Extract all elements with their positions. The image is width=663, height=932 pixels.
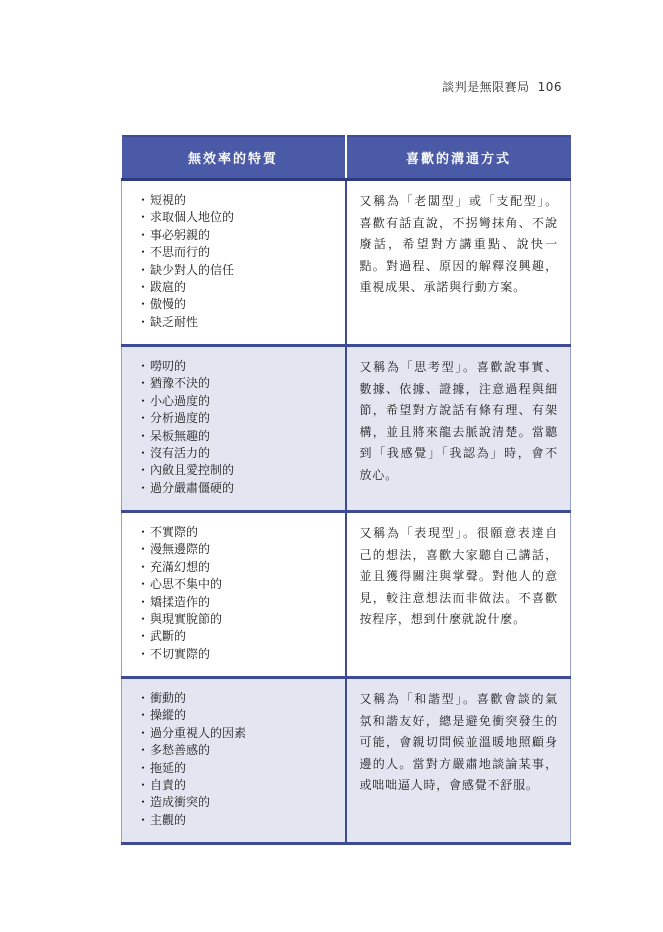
bullet: ・ xyxy=(137,612,150,627)
bullet: ・ xyxy=(137,691,150,705)
list-item xyxy=(137,393,345,410)
running-header xyxy=(442,78,562,95)
trait-text: 武斷的 xyxy=(150,629,187,644)
list-item xyxy=(137,375,345,392)
bullet: ・ xyxy=(137,210,150,225)
trait-text: 事必躬親的 xyxy=(150,227,211,242)
bullet: ・ xyxy=(137,463,150,478)
bullet: ・ xyxy=(137,778,150,793)
list-item xyxy=(137,742,345,759)
trait-text: 過分嚴肅僵硬的 xyxy=(150,480,235,495)
list-item xyxy=(137,428,345,445)
traits-cell xyxy=(122,180,346,346)
list-item xyxy=(137,192,345,209)
trait-text: 小心過度的 xyxy=(150,393,211,408)
bullet: ・ xyxy=(137,262,150,277)
trait-text: 多愁善感的 xyxy=(150,743,211,758)
list-item xyxy=(137,777,345,794)
column-header-communication: 喜歡的溝通方式 xyxy=(346,136,571,180)
list-item xyxy=(137,462,345,479)
trait-text: 不切實際的 xyxy=(150,646,211,661)
traits-list xyxy=(122,181,345,331)
description-text: 又稱為「思考型」。喜歡說事實、數據、依據、證據，注意過程與細節，希望對方說話有條有理、有架構，並且將來龍去脈說清楚。當聽到「我感覺」「我認為」時，會不放心。 xyxy=(359,360,558,482)
bullet: ・ xyxy=(137,411,150,426)
trait-text: 猶豫不決的 xyxy=(150,376,211,391)
bullet: ・ xyxy=(137,594,150,609)
trait-text: 不思而行的 xyxy=(150,245,211,260)
trait-text: 充滿幻想的 xyxy=(150,559,211,574)
description-cell xyxy=(346,346,571,512)
bullet: ・ xyxy=(137,297,150,312)
list-item xyxy=(137,594,345,611)
bullet: ・ xyxy=(137,812,150,827)
trait-text: 缺乏耐性 xyxy=(150,314,199,329)
list-item xyxy=(137,445,345,462)
list-item xyxy=(137,480,345,497)
trait-text: 嘮叨的 xyxy=(150,359,187,373)
description-cell xyxy=(346,180,571,346)
trait-text: 自責的 xyxy=(150,778,187,793)
bullet: ・ xyxy=(137,393,150,408)
traits-list xyxy=(122,679,345,829)
trait-text: 跋扈的 xyxy=(150,280,187,295)
bullet: ・ xyxy=(137,280,150,295)
list-item xyxy=(137,244,345,261)
bullet: ・ xyxy=(137,646,150,661)
trait-text: 過分重視人的因素 xyxy=(150,725,247,740)
list-item xyxy=(137,410,345,427)
bullet: ・ xyxy=(137,245,150,260)
trait-text: 內斂且愛控制的 xyxy=(150,463,235,478)
list-item xyxy=(137,524,345,541)
table-row xyxy=(122,678,571,844)
book-title: 談判是無限賽局 xyxy=(442,80,530,94)
trait-text: 短視的 xyxy=(150,193,187,207)
trait-text: 造成衝突的 xyxy=(150,795,211,810)
list-item xyxy=(137,725,345,742)
column-header-traits: 無效率的特質 xyxy=(122,136,346,180)
bullet: ・ xyxy=(137,542,150,557)
description-text: 又稱為「老闆型」或「支配型」。喜歡有話直說，不拐彎抹角、不說廢話，希望對方講重點、說快一點。對過程、原因的解釋沒興趣，重視成果、承諾與行動方案。 xyxy=(359,194,558,294)
list-item xyxy=(137,576,345,593)
bullet: ・ xyxy=(137,525,150,539)
description-cell xyxy=(346,678,571,844)
bullet: ・ xyxy=(137,314,150,329)
table-row xyxy=(122,346,571,512)
trait-text: 不實際的 xyxy=(150,525,199,539)
list-item xyxy=(137,227,345,244)
bullet: ・ xyxy=(137,480,150,495)
list-item xyxy=(137,812,345,829)
trait-text: 主觀的 xyxy=(150,812,187,827)
list-item xyxy=(137,279,345,296)
trait-text: 缺少對人的信任 xyxy=(150,262,235,277)
bullet: ・ xyxy=(137,359,150,373)
bullet: ・ xyxy=(137,760,150,775)
table-header-row xyxy=(122,136,571,180)
traits-cell xyxy=(122,678,346,844)
bullet: ・ xyxy=(137,577,150,592)
list-item xyxy=(137,296,345,313)
trait-text: 心思不集中的 xyxy=(150,577,223,592)
list-item xyxy=(137,646,345,663)
bullet: ・ xyxy=(137,559,150,574)
bullet: ・ xyxy=(137,428,150,443)
trait-text: 衝動的 xyxy=(150,691,187,705)
bullet: ・ xyxy=(137,376,150,391)
trait-text: 拖延的 xyxy=(150,760,187,775)
list-item xyxy=(137,559,345,576)
list-item xyxy=(137,314,345,331)
description-cell xyxy=(346,512,571,678)
bullet: ・ xyxy=(137,708,150,723)
list-item xyxy=(137,760,345,777)
traits-list xyxy=(122,347,345,497)
description-text: 又稱為「和諧型」。喜歡會談的氣氛和諧友好，總是避免衝突發生的可能，會親切問候並溫暖地照顧身邊的人。當對方嚴肅地談論某事，或咄咄逼人時，會感覺不舒服。 xyxy=(359,692,558,792)
description-text: 又稱為「表現型」。很願意表達自己的想法，喜歡大家聽自己講話，並且獲得關注與掌聲。對他人的意見，較注意想法而非做法。不喜歡按程序，想到什麼就說什麼。 xyxy=(359,526,558,626)
list-item xyxy=(137,794,345,811)
bullet: ・ xyxy=(137,795,150,810)
list-item xyxy=(137,358,345,375)
trait-text: 矯揉造作的 xyxy=(150,594,211,609)
bullet: ・ xyxy=(137,629,150,644)
list-item xyxy=(137,707,345,724)
trait-text: 呆板無趣的 xyxy=(150,428,211,443)
trait-text: 傲慢的 xyxy=(150,297,187,312)
trait-text: 求取個人地位的 xyxy=(150,210,235,225)
list-item xyxy=(137,628,345,645)
trait-text: 分析過度的 xyxy=(150,411,211,426)
list-item xyxy=(137,690,345,707)
trait-text: 操縱的 xyxy=(150,708,187,723)
trait-text: 與現實脫節的 xyxy=(150,612,223,627)
table-row xyxy=(122,512,571,678)
traits-list xyxy=(122,513,345,663)
bullet: ・ xyxy=(137,446,150,461)
list-item xyxy=(137,262,345,279)
table-row xyxy=(122,180,571,346)
traits-cell xyxy=(122,346,346,512)
comparison-table xyxy=(121,135,571,845)
bullet: ・ xyxy=(137,227,150,242)
bullet: ・ xyxy=(137,743,150,758)
list-item xyxy=(137,541,345,558)
list-item xyxy=(137,209,345,226)
page-number: 106 xyxy=(537,80,562,94)
trait-text: 漫無邊際的 xyxy=(150,542,211,557)
list-item xyxy=(137,611,345,628)
bullet: ・ xyxy=(137,725,150,740)
traits-cell xyxy=(122,512,346,678)
trait-text: 沒有活力的 xyxy=(150,446,211,461)
bullet: ・ xyxy=(137,193,150,207)
